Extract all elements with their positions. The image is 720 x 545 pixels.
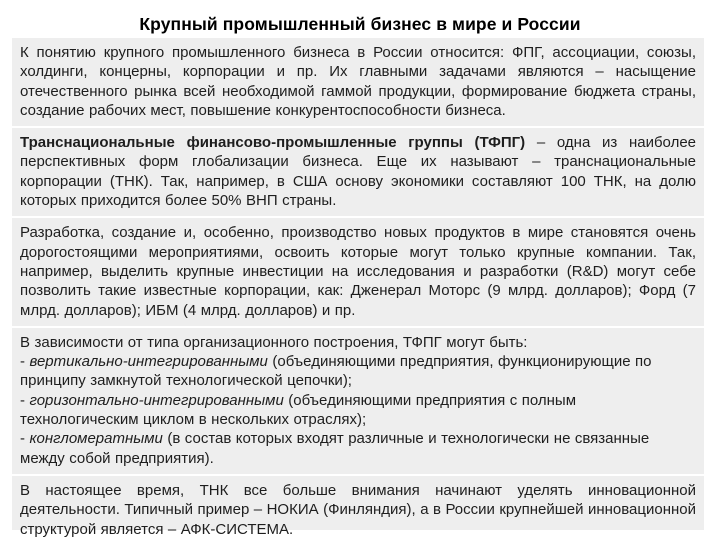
slide-title: Крупный промышленный бизнес в мире и России (139, 14, 581, 34)
tfpg-term: Транснациональные финансово-промышленные группы (ТФПГ) (20, 134, 526, 152)
list-term: горизонтально-интегрированными (29, 391, 284, 409)
paragraph-rnd: Разработка, создание и, особенно, производство новых продуктов в мире становятся очень дорогостоящими мероприятиями, освоить которые могут только крупные компании. Так, например, выделить крупные инвестиции на исследования и разработки (R&D) могут себе позволить такие известные корпорации, как: Дженерал Моторс (9 млрд. долларов); Форд (7 млрд. долларов); ИБМ (4 млрд. долларов) и пр. (12, 218, 704, 327)
list-text: (объединяющими предприятия, функционирующие по принципу замкнутой технологической цепочки); (20, 353, 652, 390)
list-item (20, 352, 696, 391)
paragraph-large-business: К понятию крупного промышленного бизнеса в России относится: ФПГ, ассоциации, союзы, холдинги, концерны, корпорации и пр. Их главными задачами являются – насыщение отечественного рынка всей необходимой гаммой продукции, формирование бюджета страны, создание рабочих мест, повышение конкурентоспособности бизнеса. (12, 38, 704, 128)
list-text: (в состав которых входят различные и технологически не связанные между собой предприятия). (20, 430, 650, 467)
paragraph-tfpg (12, 128, 704, 218)
list-dash: - (20, 353, 30, 371)
list-item (20, 429, 696, 468)
list-term: конгломератными (29, 430, 163, 448)
list-term: вертикально-интегрированными (29, 353, 268, 371)
list-dash: - (20, 391, 30, 409)
list-text: (объединяющими предприятия с полным технологическим циклом в нескольких отраслях); (20, 391, 577, 429)
text-block (12, 38, 704, 538)
paragraph-tfpg-types (12, 328, 704, 476)
paragraph-innovation: В настоящее время, ТНК все больше внимания начинают уделять инновационной деятельности. Типичный пример – НОКИА (Финляндия), а в России крупнейшей инновационной структурой является – АФК-СИСТЕМА. (20, 481, 696, 538)
types-intro: В зависимости от типа организационного построения, ТФПГ могут быть: (20, 333, 528, 351)
list-item (20, 391, 696, 430)
tfpg-description: – одна из наиболее перспективных форм глобализации бизнеса. Еще их называют – транснациональные корпорации (ТНК). Так, например, в США основу экономики составляют 100 ТНК, на долю которых приходится более 50% ВНП страны. (20, 134, 697, 210)
list-dash: - (20, 430, 30, 448)
